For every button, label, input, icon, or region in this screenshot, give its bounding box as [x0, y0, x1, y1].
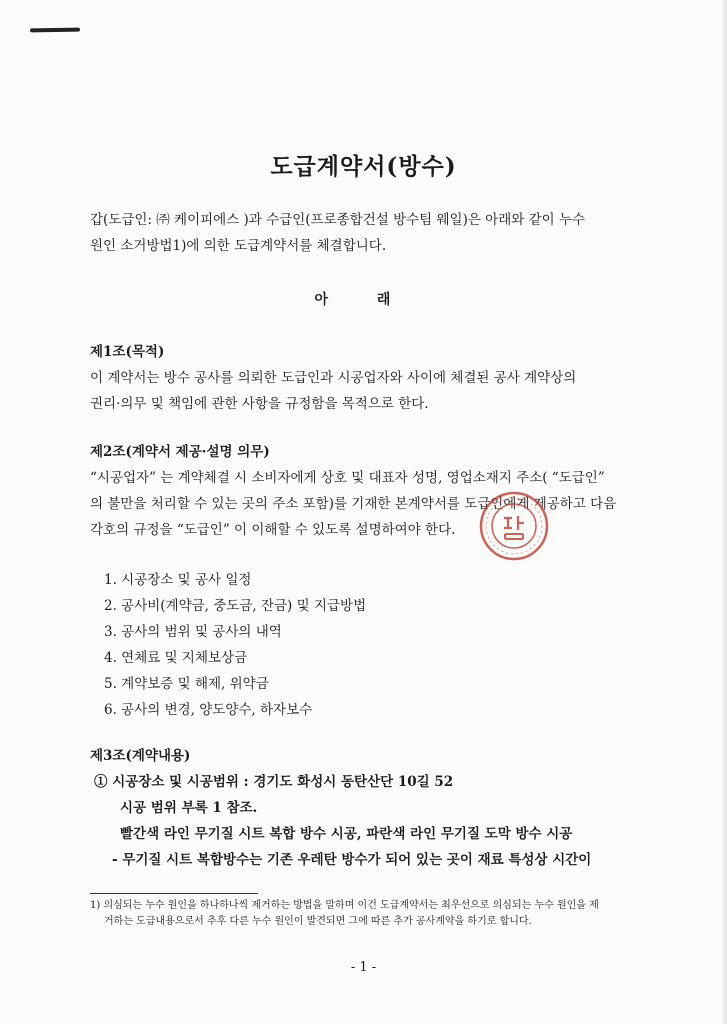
article-1-title: 제1조(목적) — [90, 344, 165, 360]
list-item: 6. 공사의 변경, 양도양수, 하자보수 — [104, 702, 313, 718]
footnote-line-1: 1) 의심되는 누수 원인을 하나하나씩 제거하는 방법을 말하며 이건 도급계약서는 최우선으로 의심되는 누수 원인을 제 — [90, 900, 599, 911]
page-number: - 1 - — [350, 960, 377, 975]
document-title: 도급계약서(방수) — [270, 153, 457, 180]
article-2-title: 제2조(계약서 제공·설명 의무) — [90, 444, 270, 460]
red-seal-stamp-icon — [478, 490, 550, 562]
article-1-line-2: 권리·의무 및 책임에 관한 사항을 규정함을 목적으로 한다. — [90, 396, 429, 412]
article-3-title: 제3조(계약내용) — [90, 748, 191, 764]
article-3-line-3: 빨간색 라인 무기질 시트 복합 방수 시공, 파란색 라인 무기질 도막 방수 시공 — [120, 826, 573, 842]
footnote-divider — [90, 893, 258, 894]
footnote-line-2: 거하는 도급내용으로서 추후 다른 누수 원인이 발견되면 그에 따른 추가 공사계약을 하기로 합니다. — [104, 916, 532, 927]
heading-arae: 아 래 — [314, 292, 413, 308]
intro-line-2: 원인 소거방법1)에 의한 도급계약서를 체결합니다. — [90, 238, 387, 254]
article-2-line-3: 각호의 규정을 “도급인” 이 이해할 수 있도록 설명하여야 한다. — [90, 522, 456, 538]
list-item: 5. 계약보증 및 해제, 위약금 — [104, 676, 269, 692]
list-item: 4. 연체료 및 지체보상금 — [104, 650, 248, 666]
article-1-line-1: 이 계약서는 방수 공사를 의뢰한 도급인과 시공업자와 사이에 체결된 공사 계약상의 — [90, 370, 577, 386]
article-3-line-2: 시공 범위 부록 1 참조. — [120, 800, 258, 816]
list-item: 1. 시공장소 및 공사 일정 — [104, 572, 252, 588]
article-3-line-1: ① 시공장소 및 시공범위 : 경기도 화성시 동탄산단 10길 52 — [94, 774, 454, 790]
article-2-line-1: “시공업자” 는 계약체결 시 소비자에게 상호 및 대표자 성명, 영업소재지 주소( “도급인” — [90, 470, 605, 486]
footnote — [90, 898, 670, 930]
list-item: 3. 공사의 범위 및 공사의 내역 — [104, 624, 282, 640]
intro-line-1: 갑(도급인: ㈜ 케이피에스 )과 수급인(프로종합건설 방수팀 웨일)은 아래와 같이 누수 — [90, 212, 586, 228]
corner-mark — [30, 28, 80, 33]
article-2-line-2: 의 불만을 처리할 수 있는 곳의 주소 포함)를 기재한 본계약서를 도급인에게 제공하고 다음 — [90, 496, 617, 512]
article-3-line-4: - 무기질 시트 복합방수는 기존 우레탄 방수가 되어 있는 곳이 재료 특성상 시간이 — [112, 852, 592, 868]
list-item: 2. 공사비(계약금, 중도금, 잔금) 및 지급방법 — [104, 598, 367, 614]
